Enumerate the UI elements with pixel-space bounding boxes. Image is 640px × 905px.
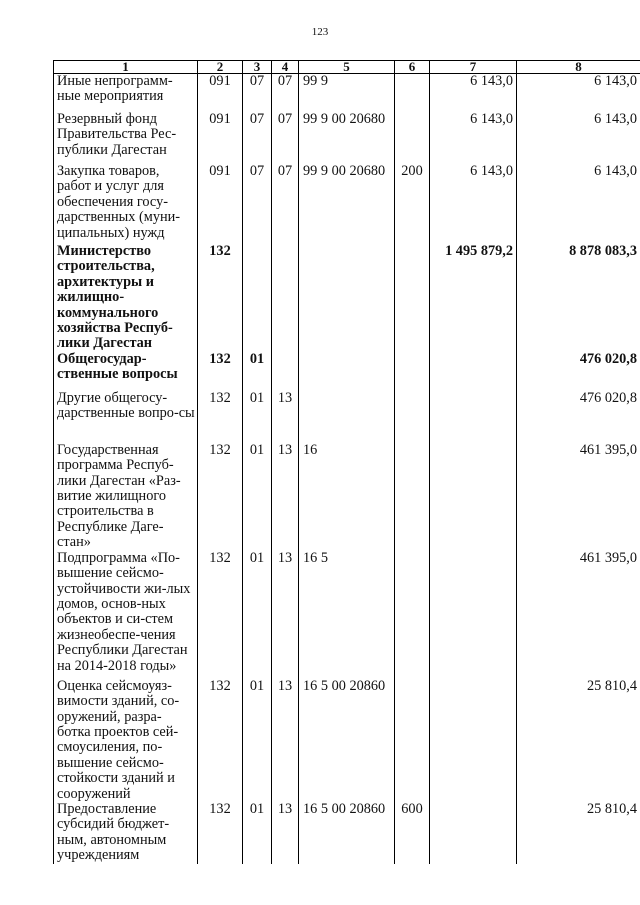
cell-admin-code: 132	[198, 443, 243, 551]
cell-expense-type	[395, 443, 430, 551]
cell-amount-8: 6 143,0	[517, 112, 640, 164]
table-row	[54, 679, 640, 802]
table-header-row	[54, 61, 640, 74]
cell-subsection: 07	[272, 74, 299, 113]
column-header: 6	[395, 61, 430, 74]
cell-target-article: 16 5 00 20860	[299, 802, 395, 864]
cell-expense-type	[395, 74, 430, 113]
table-row	[54, 352, 640, 391]
cell-admin-code: 091	[198, 164, 243, 244]
cell-section: 01	[243, 391, 272, 443]
cell-amount-8: 461 395,0	[517, 551, 640, 679]
table-row	[54, 551, 640, 679]
cell-amount-7: 6 143,0	[430, 74, 517, 113]
row-name: Другие общегосу-дарственные вопро-сы	[54, 391, 198, 443]
cell-section: 01	[243, 443, 272, 551]
cell-admin-code: 132	[198, 391, 243, 443]
cell-admin-code: 132	[198, 679, 243, 802]
cell-subsection: 07	[272, 112, 299, 164]
cell-section: 07	[243, 164, 272, 244]
cell-amount-8: 25 810,4	[517, 679, 640, 802]
cell-target-article: 99 9 00 20680	[299, 164, 395, 244]
cell-amount-7	[430, 802, 517, 864]
cell-admin-code: 132	[198, 802, 243, 864]
row-name: Подпрограмма «По-вышение сейсмо-устойчивости жи-лых домов, основ-ных объектов и си-стем жизнеобеспе-чения Республики Дагестан на 2014-2018 годы»	[54, 551, 198, 679]
table-row	[54, 391, 640, 443]
cell-expense-type	[395, 391, 430, 443]
cell-expense-type	[395, 112, 430, 164]
column-header: 2	[198, 61, 243, 74]
column-header: 3	[243, 61, 272, 74]
row-name: Оценка сейсмоуяз-вимости зданий, со-оружений, разра-ботка проектов сей-смоусиления, по-вышение сейсмо-стойкости зданий и сооружений	[54, 679, 198, 802]
cell-section: 01	[243, 802, 272, 864]
cell-target-article: 99 9	[299, 74, 395, 113]
cell-subsection: 13	[272, 391, 299, 443]
column-header: 8	[517, 61, 640, 74]
cell-subsection: 13	[272, 551, 299, 679]
table-row	[54, 443, 640, 551]
cell-admin-code: 091	[198, 74, 243, 113]
cell-section: 01	[243, 352, 272, 391]
cell-admin-code: 091	[198, 112, 243, 164]
cell-amount-7: 6 143,0	[430, 164, 517, 244]
cell-target-article	[299, 352, 395, 391]
table-row	[54, 112, 640, 164]
column-header: 5	[299, 61, 395, 74]
row-name: Закупка товаров, работ и услуг для обеспечения госу-дарственных (муни-ципальных) нужд	[54, 164, 198, 244]
cell-amount-7	[430, 391, 517, 443]
row-name: Предоставление субсидий бюджет-ным, автономным учреждениям	[54, 802, 198, 864]
cell-target-article: 16 5 00 20860	[299, 679, 395, 802]
cell-amount-8: 461 395,0	[517, 443, 640, 551]
cell-amount-7: 1 495 879,2	[430, 244, 517, 352]
table-row	[54, 244, 640, 352]
cell-subsection: 13	[272, 679, 299, 802]
cell-amount-8: 8 878 083,3	[517, 244, 640, 352]
cell-admin-code: 132	[198, 352, 243, 391]
cell-section: 01	[243, 551, 272, 679]
row-name: Общегосудар-ственные вопросы	[54, 352, 198, 391]
column-header: 4	[272, 61, 299, 74]
page-number: 123	[311, 26, 329, 38]
column-header: 7	[430, 61, 517, 74]
cell-admin-code: 132	[198, 244, 243, 352]
table-row	[54, 74, 640, 113]
table-row	[54, 802, 640, 864]
cell-subsection: 13	[272, 443, 299, 551]
cell-expense-type	[395, 244, 430, 352]
cell-section	[243, 244, 272, 352]
row-name: Министерство строительства, архитектуры и жилищно-коммунального хозяйства Респуб-лики Дагестан	[54, 244, 198, 352]
cell-target-article	[299, 244, 395, 352]
cell-subsection: 07	[272, 164, 299, 244]
cell-amount-7: 6 143,0	[430, 112, 517, 164]
cell-expense-type	[395, 551, 430, 679]
cell-subsection	[272, 352, 299, 391]
cell-target-article: 99 9 00 20680	[299, 112, 395, 164]
cell-expense-type: 200	[395, 164, 430, 244]
cell-amount-8: 476 020,8	[517, 391, 640, 443]
cell-amount-8: 25 810,4	[517, 802, 640, 864]
cell-amount-7	[430, 443, 517, 551]
cell-expense-type	[395, 352, 430, 391]
cell-expense-type: 600	[395, 802, 430, 864]
cell-amount-7	[430, 551, 517, 679]
cell-section: 07	[243, 112, 272, 164]
cell-section: 01	[243, 679, 272, 802]
cell-subsection	[272, 244, 299, 352]
cell-amount-8: 6 143,0	[517, 74, 640, 113]
cell-target-article	[299, 391, 395, 443]
cell-amount-7	[430, 352, 517, 391]
cell-amount-7	[430, 679, 517, 802]
row-name: Иные непрограмм-ные мероприятия	[54, 74, 198, 113]
cell-subsection: 13	[272, 802, 299, 864]
table-row	[54, 164, 640, 244]
cell-target-article: 16	[299, 443, 395, 551]
cell-target-article: 16 5	[299, 551, 395, 679]
cell-section: 07	[243, 74, 272, 113]
cell-expense-type	[395, 679, 430, 802]
column-header: 1	[54, 61, 198, 74]
cell-amount-8: 476 020,8	[517, 352, 640, 391]
row-name: Резервный фонд Правительства Рес-публики Дагестан	[54, 112, 198, 164]
row-name: Государственная программа Респуб-лики Дагестан «Раз-витие жилищного строительства в Республике Даге-стан»	[54, 443, 198, 551]
cell-amount-8: 6 143,0	[517, 164, 640, 244]
budget-table	[53, 60, 640, 864]
cell-admin-code: 132	[198, 551, 243, 679]
